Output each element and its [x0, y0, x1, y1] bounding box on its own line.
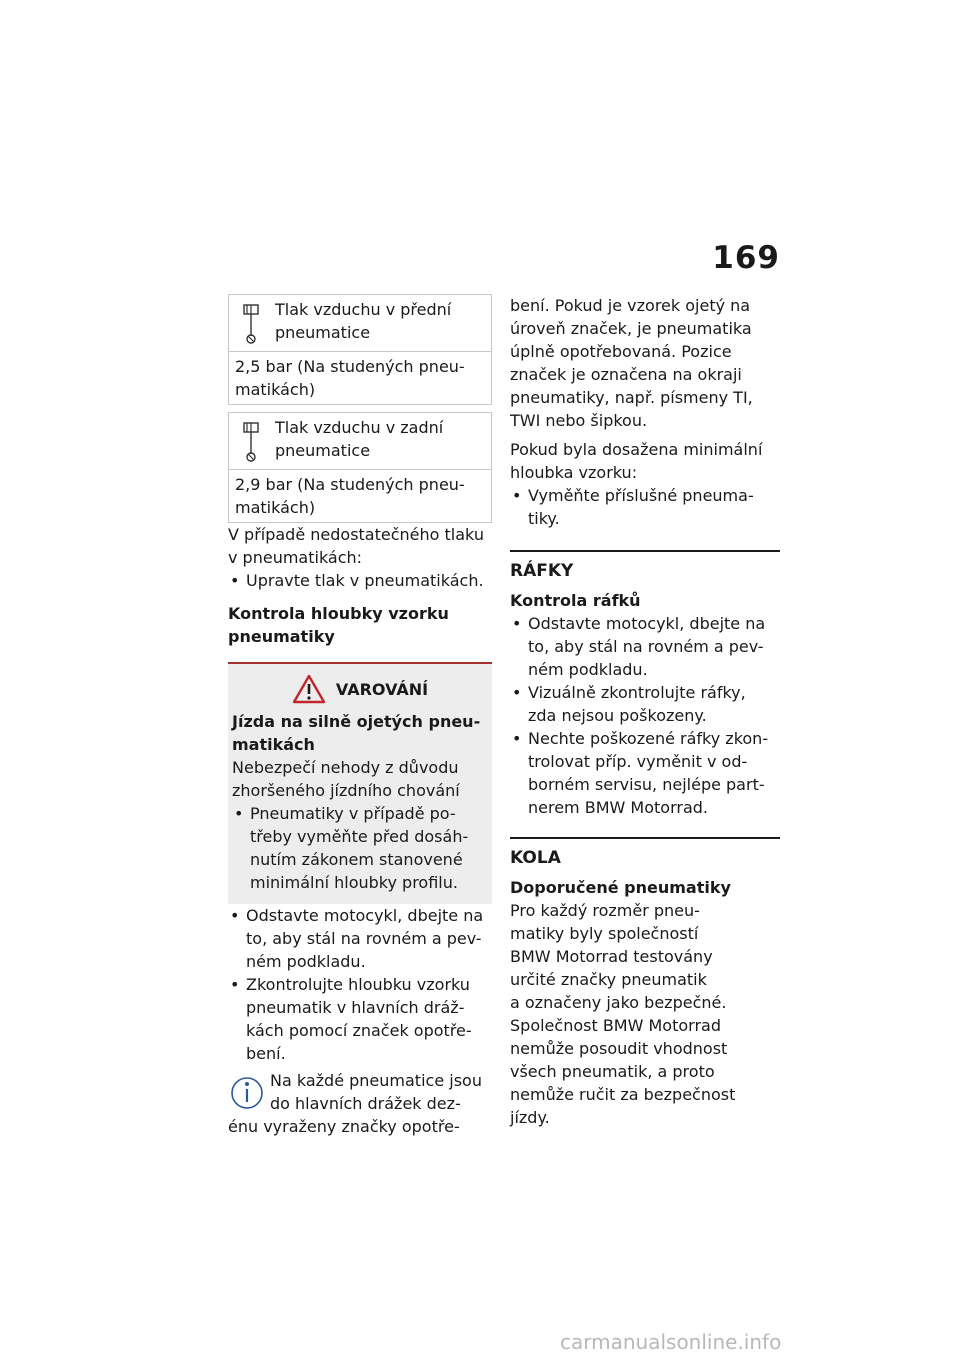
note-text [270, 1069, 492, 1115]
text-line: Pokud byla dosažena minimální [510, 440, 763, 459]
bullet-list [228, 904, 492, 1065]
text-line: určité značky pneumatik [510, 970, 707, 989]
pressure-instruction [228, 523, 492, 569]
table-value-line: matikách) [235, 380, 316, 399]
text-line: zda nejsou poškozeny. [528, 706, 707, 725]
text-line: • Odstavte motocykl, dbejte na [528, 614, 766, 633]
heading-line: Kontrola hloubky vzorku [228, 604, 449, 623]
text-line: to, aby stál na rovném a pev- [246, 929, 482, 948]
text-line: • Pneumatiky v případě po- [250, 804, 456, 823]
section-subheading: Doporučené pneumatiky [510, 878, 731, 897]
text-line: • Zkontrolujte hloubku vzorku [246, 975, 470, 994]
bullet-list [510, 484, 780, 530]
table-value [229, 470, 491, 522]
text-line: borném servisu, nejlépe part- [528, 775, 765, 794]
watermark: carmanualsonline.info [560, 1330, 782, 1354]
heading-line: pneumatiky [228, 627, 335, 646]
text-line: pneumatiky, např. písmeny TI, [510, 388, 753, 407]
section-rims [510, 550, 780, 819]
text-line: ném podkladu. [528, 660, 648, 679]
text-line: bení. Pokud je vzorek ojetý na [510, 296, 751, 315]
text-line: BMW Motorrad testovány [510, 947, 713, 966]
text-line: Nebezpečí nehody z důvodu [232, 758, 459, 777]
table-header-line: pneumatice [275, 441, 371, 460]
page-number: 169 [712, 240, 780, 276]
text-line: úplně opotřebovaná. Pozice [510, 342, 732, 361]
text-line: bení. [246, 1044, 286, 1063]
table-value-line: 2,5 bar (Na studených pneu- [235, 357, 465, 376]
text-line: • Vizuálně zkontrolujte ráfky, [528, 683, 746, 702]
warning-box [228, 662, 492, 904]
text-line: • Odstavte motocykl, dbejte na [246, 906, 484, 925]
info-icon [228, 1069, 266, 1113]
text-line: • Nechte poškozené ráfky zkon- [528, 729, 769, 748]
text-line: nemůže posoudit vhodnost [510, 1039, 728, 1058]
text-line: značek je označena na okraji [510, 365, 742, 384]
warning-subtitle [232, 710, 488, 756]
list-item [510, 612, 780, 681]
warning-text [232, 756, 488, 802]
text-line: kách pomocí značek opotře- [246, 1021, 472, 1040]
text-line: pneumatik v hlavních dráž- [246, 998, 465, 1017]
text-line: Společnost BMW Motorrad [510, 1016, 721, 1035]
table-value-line: matikách) [235, 498, 316, 517]
table-value-line: 2,9 bar (Na studených pneu- [235, 475, 465, 494]
section-title: KOLA [510, 848, 561, 868]
section-heading [228, 602, 492, 648]
text-line: hloubka vzorku: [510, 463, 638, 482]
table-value [229, 352, 491, 404]
list-item [228, 973, 492, 1065]
text-line: všech pneumatik, a proto [510, 1062, 715, 1081]
pressure-table-rear [228, 412, 492, 523]
list-item [510, 484, 780, 530]
bullet-list [510, 612, 780, 819]
text-line: Na každé pneumatice jsou [270, 1071, 482, 1090]
list-item [510, 681, 780, 727]
section-subheading: Kontrola ráfků [510, 591, 641, 610]
list-item [232, 802, 488, 894]
text-line: minimální hloubky profilu. [250, 873, 458, 892]
text-line: V případě nedostatečného tlaku [228, 525, 484, 544]
table-header-text [275, 298, 451, 344]
table-header-line: Tlak vzduchu v přední [275, 300, 452, 319]
text-line: Jízda na silně ojetých pneu- [232, 712, 481, 731]
tire-pressure-gauge-icon [235, 420, 267, 464]
text-line: matikách [232, 735, 315, 754]
pressure-table-front [228, 294, 492, 405]
right-column [510, 294, 780, 1129]
text-line: a označeny jako bezpečné. [510, 993, 727, 1012]
warning-title: VAROVÁNÍ [335, 679, 429, 699]
text-line: • Vyměňte příslušné pneuma- [528, 486, 754, 505]
text-line: Upravte tlak v pneumatikách. [246, 571, 484, 590]
warning-triangle-icon [292, 674, 326, 704]
warning-header [232, 674, 488, 704]
bullet-list [232, 802, 488, 894]
recommended-tires-text [510, 899, 780, 1129]
text-line: ném podkladu. [246, 952, 366, 971]
text-line: nemůže ručit za bezpečnost [510, 1085, 736, 1104]
text-line: to, aby stál na rovném a pev- [528, 637, 764, 656]
text-line: TWI nebo šipkou. [510, 411, 648, 430]
text-line: do hlavních drážek dez- [270, 1094, 461, 1113]
wear-indicator-text [510, 294, 780, 432]
list-item [228, 569, 492, 592]
text-line: Pro každý rozměr pneu- [510, 901, 700, 920]
list-item [510, 727, 780, 819]
text-line: v pneumatikách: [228, 548, 363, 567]
table-header [229, 413, 491, 470]
section-title: RÁFKY [510, 561, 574, 581]
min-depth-text [510, 438, 780, 484]
text-line: tiky. [528, 509, 560, 528]
text-line: zhoršeného jízdního chování [232, 781, 460, 800]
section-wheels [510, 837, 780, 1129]
table-header [229, 295, 491, 352]
table-header-line: Tlak vzduchu v zadní [275, 418, 444, 437]
text-line: énu vyraženy značky opotře- [228, 1117, 460, 1136]
table-header-text [275, 416, 443, 462]
text-line: nutím zákonem stanovené [250, 850, 463, 869]
text-line: třeby vyměňte před dosáh- [250, 827, 469, 846]
text-line: jízdy. [510, 1108, 550, 1127]
text-line: nerem BMW Motorrad. [528, 798, 708, 817]
text-line: úroveň značek, je pneumatika [510, 319, 752, 338]
list-item [228, 904, 492, 973]
left-column [228, 294, 492, 1138]
text-line: trolovat příp. vyměnit v od- [528, 752, 748, 771]
tire-pressure-gauge-icon [235, 302, 267, 346]
bullet-list [228, 569, 492, 592]
info-note [228, 1069, 492, 1115]
text-line: matiky byly společností [510, 924, 699, 943]
table-header-line: pneumatice [275, 323, 371, 342]
